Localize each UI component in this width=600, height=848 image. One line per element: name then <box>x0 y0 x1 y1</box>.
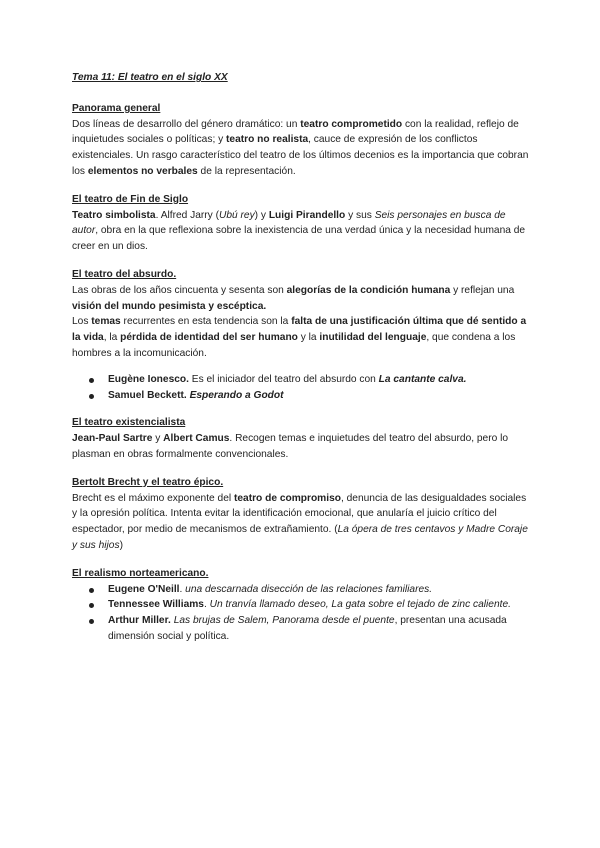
document-body <box>72 70 532 657</box>
section-heading-existencialista: El teatro existencialista <box>72 417 186 429</box>
bold-term: teatro comprometido <box>300 118 403 130</box>
text: Los <box>72 316 92 328</box>
text: y reflejan una <box>450 284 515 296</box>
section-heading-realismo: El realismo norteamericano. <box>72 567 209 579</box>
work-title: Las brujas de Salem, Panorama desde el puente <box>173 615 395 627</box>
absurdo-paragraph-2 <box>72 314 532 361</box>
work-title: Ubú rey <box>219 209 255 221</box>
text: y sus <box>345 209 375 221</box>
text: , presentan una acusada dimensión social y política. <box>108 615 507 642</box>
bold-term: temas <box>91 316 121 328</box>
section-heading-absurdo: El teatro del absurdo. <box>72 268 177 280</box>
work-title: La cantante calva. <box>378 373 467 385</box>
bold-term: falta de una justificación última que dé sentido a la vida <box>72 316 527 344</box>
bold-term: teatro no realista <box>226 134 309 146</box>
author-name: Eugene O'Neill <box>108 583 180 595</box>
list-item <box>72 372 532 388</box>
author-name: Samuel Beckett. <box>108 389 187 401</box>
work-title: una descarnada disección de las relaciones familiares. <box>185 583 433 595</box>
text: . Recogen temas e inquietudes del teatro del absurdo, pero lo plasman en obras formalmente convencionales. <box>72 433 509 460</box>
list-item <box>72 582 532 598</box>
bold-term: elementos no verbales <box>87 165 198 177</box>
bullet-icon <box>89 378 94 383</box>
bold-term: pérdida de identidad del ser humano <box>120 332 298 344</box>
bullet-icon <box>89 588 94 593</box>
text: recurrentes en esta tendencia son la <box>120 316 292 328</box>
section-existencialista <box>72 415 532 462</box>
text: , obra en la que reflexiona sobre la inexistencia de una verdad única y la necesidad humana de creer en un dios. <box>72 225 526 253</box>
author-name: Eugène Ionesco. <box>108 373 189 385</box>
existencialista-paragraph <box>72 431 532 463</box>
section-fin-de-siglo <box>72 192 532 255</box>
text: , la <box>103 332 121 344</box>
page-title: Tema 11: El teatro en el siglo XX <box>72 72 228 83</box>
text: de la representación. <box>197 165 296 177</box>
text: , denuncia de las desigualdades sociales y la opresión política. Intenta evitar la identificación emocional, que anularía el juicio crítico del espectador, por medio de mecanismos de extrañamiento. ( <box>72 492 527 536</box>
text: y la <box>297 332 320 344</box>
realismo-author-list <box>72 582 532 645</box>
text: Dos líneas de desarrollo del género dramático: un <box>72 118 301 130</box>
bold-term: alegorías de la condición humana <box>286 284 451 296</box>
section-heading-fin-de-siglo: El teatro de Fin de Siglo <box>72 193 189 205</box>
text: ) y <box>254 209 269 221</box>
bold-term: inutilidad del lenguaje <box>319 332 427 344</box>
text: con la realidad, reflejo de inquietudes sociales o políticas; y <box>72 118 519 146</box>
text: . Alfred Jarry ( <box>155 209 219 221</box>
text: . <box>179 583 186 595</box>
section-brecht <box>72 475 532 554</box>
absurdo-author-list <box>72 372 532 404</box>
text: Es el iniciador del teatro del absurdo con <box>188 373 379 385</box>
text: y <box>152 433 164 445</box>
bullet-icon <box>89 619 94 624</box>
work-title: La ópera de tres centavos y Madre Coraje y sus hijos <box>72 524 528 551</box>
text: , que condena a los hombres a la incomunicación. <box>72 332 516 359</box>
section-heading-panorama: Panorama general <box>72 102 161 114</box>
text: Brecht es el máximo exponente del <box>72 492 234 504</box>
list-item <box>72 597 532 613</box>
work-title: Un tranvía llamado deseo, La gata sobre el tejado de zinc caliente. <box>209 599 511 611</box>
author-name: Jean-Paul Sartre <box>72 433 153 445</box>
text: ) <box>119 539 123 551</box>
bold-term: Teatro simbolista <box>72 209 156 221</box>
section-absurdo <box>72 267 532 403</box>
bullet-icon <box>89 603 94 608</box>
section-realismo <box>72 566 532 645</box>
author-name: Arthur Miller. <box>108 615 171 627</box>
list-item <box>72 388 532 404</box>
bold-term: Luigi Pirandello <box>268 209 346 221</box>
section-heading-brecht: Bertolt Brecht y el teatro épico. <box>72 476 224 488</box>
work-title: Esperando a Godot <box>189 389 284 401</box>
bullet-icon <box>89 394 94 399</box>
fin-de-siglo-paragraph <box>72 208 532 255</box>
list-item <box>72 613 532 645</box>
text: , cauce de expresión de los conflictos existenciales. Un rasgo característico del teatro de los últimos decenios es la importancia que cobran los <box>72 134 529 177</box>
panorama-paragraph <box>72 117 532 180</box>
absurdo-paragraph-1 <box>72 283 532 315</box>
brecht-paragraph <box>72 491 532 554</box>
text: . <box>203 599 210 611</box>
author-name: Tennessee Williams <box>108 599 204 611</box>
section-panorama <box>72 101 532 180</box>
text: Las obras de los años cincuenta y sesenta son <box>72 284 287 296</box>
bold-term: teatro de compromiso <box>233 492 341 504</box>
bold-term: visión del mundo pesimista y escéptica. <box>72 300 267 312</box>
author-name: Albert Camus <box>163 433 230 445</box>
work-title: Seis personajes en busca de autor <box>72 209 506 237</box>
